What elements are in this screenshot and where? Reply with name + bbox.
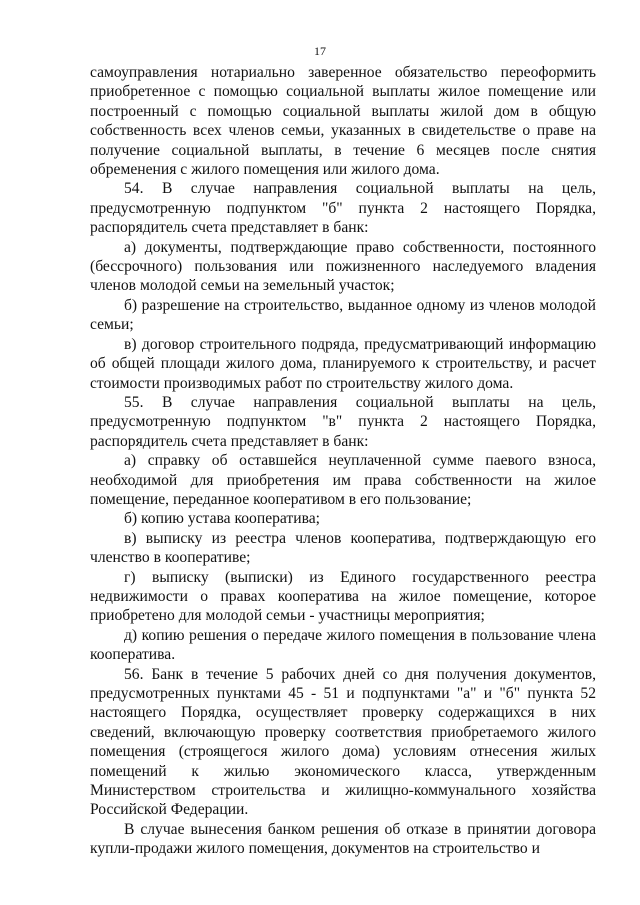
document-body: [90, 63, 596, 859]
paragraph-55-b: б) копию устава кооператива;: [124, 510, 320, 528]
paragraph-55: 55. В случае направления социальной выплаты на цель, предусмотренную подпунктом "в" пункта 2 настоящего Порядка, распорядитель счета представляет в банк:: [90, 393, 596, 450]
paragraph-55-a: а) справку об оставшейся неуплаченной сумме паевого взноса, необходимой для приобретения им права собственности на жилое помещение, переданное кооперативом в его пользование;: [90, 452, 596, 508]
page-number: 17: [314, 44, 326, 58]
paragraph-56: 56. Банк в течение 5 рабочих дней со дня получения документов, предусмотренных пунктами 45 - 51 и подпунктами "а" и "б" пункта 52 настоящего Порядка, осуществляет проверку содержащихся в них сведений, включающую проверку соответствия приобретаемого жилого помещения (строящегося жилого дома) условиям отнесения жилых помещений к жилью экономического класса, утвержденным Министерством строительства и жилищно-коммунального хозяйства Российской Федерации.: [90, 665, 596, 819]
paragraph-55-v: в) выписку из реестра членов кооператива, подтверждающую его членство в кооперативе;: [90, 529, 596, 567]
paragraph-54: 54. В случае направления социальной выплаты на цель, предусмотренную подпунктом "б" пункта 2 настоящего Порядка, распорядитель счета представляет в банк:: [90, 180, 596, 237]
paragraph-55-d: д) копию решения о передаче жилого помещения в пользование члена кооператива.: [90, 626, 596, 664]
paragraph-54-b: б) разрешение на строительство, выданное одному из членов молодой семьи;: [90, 296, 596, 334]
paragraph-56-refusal: В случае вынесения банком решения об отказе в принятии договора купли-продажи жилого помещения, документов на строительство и: [90, 820, 596, 858]
paragraph-54-v: в) договор строительного подряда, предусматривающий информацию об общей площади жилого дома, планируемого к строительству, и расчет стоимости производимых работ по строительству жилого дома.: [90, 335, 596, 392]
paragraph-continuation: самоуправления нотариально заверенное обязательство переоформить приобретенное с помощью социальной выплаты жилое помещение или построенный с помощью социальной выплаты жилой дом в общую собственность всех членов семьи, указанных в свидетельстве о праве на получение социальной выплаты, в течение 6 месяцев после снятия обременения с жилого помещения или жилого дома.: [90, 64, 596, 179]
paragraph-54-a: а) документы, подтверждающие право собственности, постоянного (бессрочного) пользования или пожизненного наследуемого владения членов молодой семьи на земельный участок;: [90, 238, 596, 295]
paragraph-55-g: г) выписку (выписки) из Единого государственного реестра недвижимости о правах кооператива на жилое помещение, которое приобретено для молодой семьи - участницы мероприятия;: [90, 568, 596, 625]
